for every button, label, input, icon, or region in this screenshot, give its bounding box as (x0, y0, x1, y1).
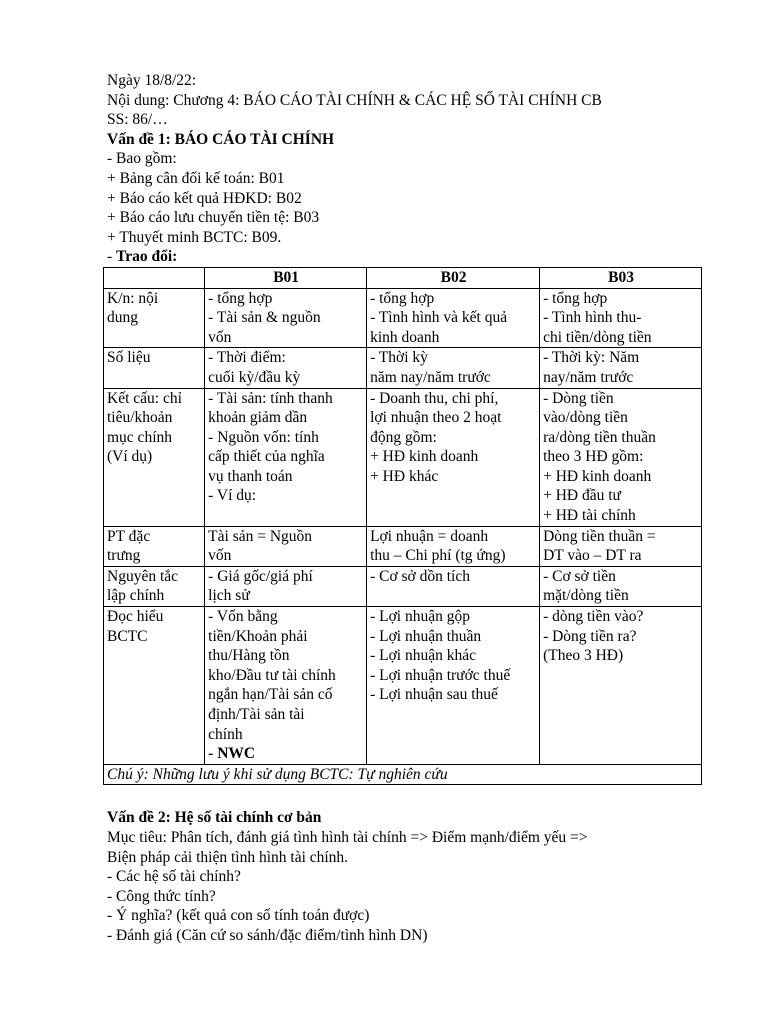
exchange-label: Trao đổi: (116, 248, 178, 266)
cell-line: + HĐ khác (370, 467, 439, 485)
cell-line: trưng (107, 547, 141, 565)
cell-line-bold: - NWC (208, 745, 256, 763)
cell-line: vốn (208, 328, 232, 346)
table-cell-b03 (540, 566, 702, 606)
cell-line: - Tình hình thu- (543, 309, 642, 327)
section2-line: - Các hệ số tài chính? (107, 868, 241, 886)
cell-line: - Nguồn vốn: tính (208, 428, 319, 446)
cell-line: Dòng tiền thuần = (543, 527, 656, 545)
cell-line: dung (107, 309, 138, 327)
table-cell-b03 (540, 607, 702, 765)
table-cell-b03 (540, 348, 702, 388)
cell-line: chi tiền/dòng tiền (543, 328, 652, 346)
table-note-row (104, 764, 702, 785)
cell-line: - Tài sản & nguồn (208, 309, 321, 327)
cell-line: cuối kỳ/đầu kỳ (208, 368, 301, 386)
cell-line: - Lợi nhuận sau thuế (370, 686, 498, 704)
table-cell-b03 (540, 526, 702, 566)
cell-line: vốn (208, 547, 232, 565)
table-cell-label (104, 607, 205, 765)
header-cell-b01: B01 (205, 267, 367, 288)
section1-line: + Bảng cân đối kế toán: B01 (107, 169, 285, 187)
table-cell-label (104, 388, 205, 526)
cell-line: lịch sử (208, 587, 250, 605)
cell-line: - Doanh thu, chi phí, (370, 389, 499, 407)
cell-line: Tài sản = Nguồn (208, 527, 313, 545)
cell-line: định/Tài sản tài (208, 706, 305, 723)
cell-line: Đọc hiểu (107, 608, 164, 626)
cell-line: - Cơ sở dồn tích (370, 567, 470, 585)
cell-line: - Tài sản: tính thanh (208, 389, 333, 407)
cell-line: mặt/dòng tiền (543, 587, 629, 605)
table-header-row (104, 267, 702, 288)
table-note: Chú ý: Những lưu ý khi sử dụng BCTC: Tự nghiên cứu (104, 764, 702, 785)
cell-line: tiền/Khoản phải (208, 627, 308, 645)
section2-title: Vấn đề 2: Hệ số tài chính cơ bản (107, 809, 322, 827)
table-cell-label (104, 526, 205, 566)
cell-line: vào/dòng tiền (543, 409, 628, 427)
cell-line: (Theo 3 HĐ) (543, 647, 624, 665)
cell-line: - Thời kỳ: Năm (543, 349, 640, 367)
cell-line: - Giá gốc/giá phí (208, 567, 313, 585)
cell-line: - Vốn bằng (208, 608, 278, 626)
section2-line: Biện pháp cải thiện tình hình tài chính. (107, 848, 349, 866)
cell-line: chính (208, 725, 243, 743)
cell-line: DT vào – DT ra (543, 547, 642, 565)
table-row (104, 566, 702, 606)
table-row (104, 348, 702, 388)
comparison-table (103, 267, 702, 785)
cell-line: + HĐ tài chính (543, 507, 636, 525)
cell-line: - Thời điểm: (208, 349, 286, 367)
cell-line: - Ví dụ: (208, 487, 257, 505)
exchange-prefix: - (107, 248, 117, 266)
cell-line: - Lợi nhuận khác (370, 647, 476, 665)
cell-line: - dòng tiền vào? (543, 608, 644, 626)
cell-line: Lợi nhuận = doanh (370, 527, 489, 545)
table-cell-label (104, 566, 205, 606)
section2-line: - Ý nghĩa? (kết quả con số tính toán được) (107, 907, 370, 925)
table-cell-b01 (205, 388, 367, 526)
cell-line: + HĐ đầu tư (543, 487, 621, 505)
cell-line: Kết cấu: chỉ (107, 389, 182, 407)
table-cell-label (104, 348, 205, 388)
cell-line: thu/Hàng tồn (208, 647, 290, 665)
cell-line: vụ thanh toán (208, 467, 293, 485)
table-cell-b01 (205, 288, 367, 348)
document-page (107, 71, 707, 946)
cell-line: kho/Đầu tư tài chính (208, 666, 336, 684)
cell-line: BCTC (107, 627, 148, 645)
content-line: Nội dung: Chương 4: BÁO CÁO TÀI CHÍNH & CÁC HỆ SỐ TÀI CHÍNH CB (107, 91, 602, 109)
cell-line: - tổng hợp (370, 289, 435, 307)
cell-line: ra/dòng tiền thuần (543, 428, 656, 446)
section2-line: - Đánh giá (Căn cứ so sánh/đặc điểm/tình hình DN) (107, 926, 428, 944)
table-row (104, 526, 702, 566)
cell-line: lợi nhuận theo 2 hoạt (370, 409, 502, 427)
cell-line: K/n: nội (107, 289, 159, 307)
cell-line: ngắn hạn/Tài sản cố (208, 686, 333, 704)
cell-line: - tổng hợp (208, 289, 273, 307)
cell-line: - Lợi nhuận thuần (370, 627, 482, 645)
table-cell-b01 (205, 607, 367, 765)
cell-line: cấp thiết của nghĩa (208, 448, 325, 466)
section1-line: + Báo cáo kết quả HĐKD: B02 (107, 189, 302, 207)
cell-line: - tổng hợp (543, 289, 608, 307)
table-row (104, 607, 702, 765)
table-cell-b01 (205, 526, 367, 566)
section1-line: - Bao gồm: (107, 150, 177, 168)
cell-line: tiêu/khoản (107, 409, 173, 427)
table-cell-b02 (367, 526, 540, 566)
cell-line: lập chính (107, 587, 165, 605)
section1-line: + Báo cáo lưu chuyển tiền tệ: B03 (107, 209, 320, 227)
table-cell-label (104, 288, 205, 348)
cell-line: năm nay/năm trước (370, 368, 491, 386)
date-line: Ngày 18/8/22: (107, 72, 197, 89)
table-body (104, 288, 702, 764)
table-cell-b02 (367, 566, 540, 606)
cell-line: + HĐ kinh doanh (543, 467, 652, 485)
header-cell-b02: B02 (367, 267, 540, 288)
exchange-line (107, 247, 707, 267)
cell-line: Nguyên tắc (107, 567, 179, 585)
table-cell-b01 (205, 348, 367, 388)
cell-line: động gồm: (370, 428, 437, 446)
cell-line: theo 3 HĐ gồm: (543, 448, 644, 466)
cell-line: kinh doanh (370, 328, 440, 346)
cell-line: (Ví dụ) (107, 448, 153, 466)
cell-line: Số liệu (107, 349, 151, 367)
table-row (104, 388, 702, 526)
cell-line: - Thời kỳ (370, 349, 428, 367)
table-cell-b03 (540, 388, 702, 526)
table-cell-b02 (367, 348, 540, 388)
section2-line: - Công thức tính? (107, 887, 216, 905)
cell-line: - Tình hình và kết quả (370, 309, 508, 327)
header-cell-empty (104, 267, 205, 288)
cell-line: khoản giảm dần (208, 409, 308, 427)
table-cell-b02 (367, 607, 540, 765)
cell-line: PT đặc (107, 527, 151, 545)
table-cell-b02 (367, 388, 540, 526)
header-cell-b03: B03 (540, 267, 702, 288)
cell-line: + HĐ kinh doanh (370, 448, 479, 466)
table-cell-b03 (540, 288, 702, 348)
section1-line: + Thuyết minh BCTC: B09. (107, 228, 282, 246)
section2-line: Mục tiêu: Phân tích, đánh giá tình hình tài chính => Điểm mạnh/điểm yếu => (107, 828, 588, 846)
cell-line: - Lợi nhuận gộp (370, 608, 470, 626)
cell-line: mục chính (107, 428, 172, 446)
section1-title: Vấn đề 1: BÁO CÁO TÀI CHÍNH (107, 130, 335, 148)
table-cell-b02 (367, 288, 540, 348)
cell-line: thu – Chi phí (tg ứng) (370, 547, 506, 565)
ss-line: SS: 86/… (107, 111, 168, 129)
cell-line: nay/năm trước (543, 368, 634, 386)
cell-line: - Dòng tiền ra? (543, 627, 637, 645)
cell-line: - Lợi nhuận trước thuế (370, 666, 511, 684)
cell-line: - Dòng tiền (543, 389, 614, 407)
table-cell-b01 (205, 566, 367, 606)
cell-line: - Cơ sở tiền (543, 567, 616, 585)
table-row (104, 288, 702, 348)
